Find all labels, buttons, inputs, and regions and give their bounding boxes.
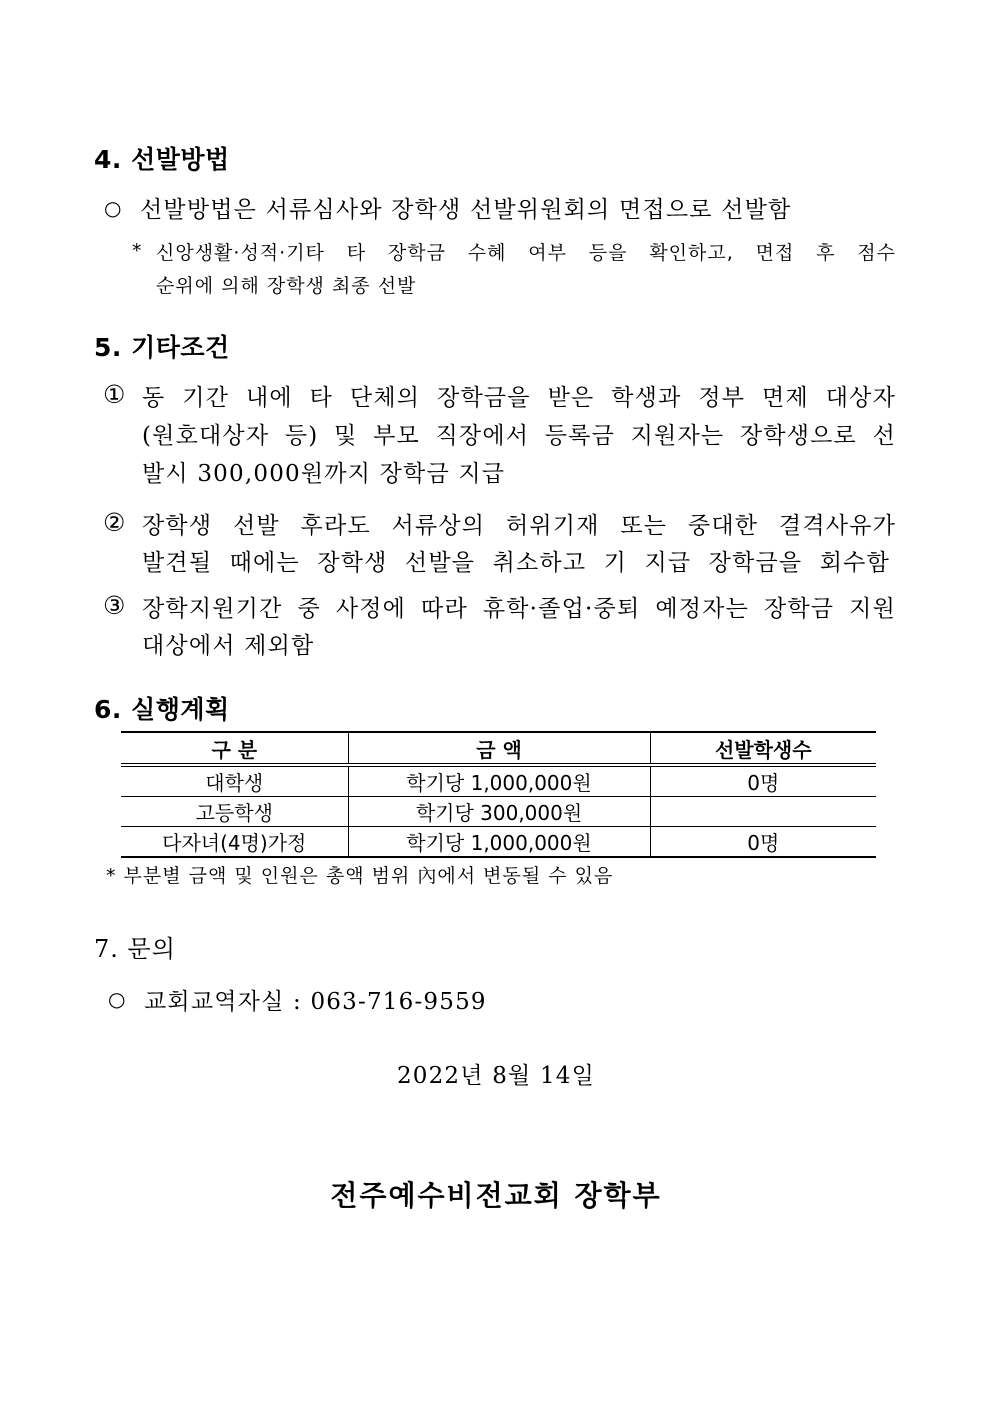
item-marker-2: ② <box>103 508 126 537</box>
section-6-heading: 6. 실행계획 <box>94 695 230 724</box>
item-2-line-1: 장학생 선발 후라도 서류상의 허위기재 또는 중대한 결격사유가 <box>142 513 896 539</box>
cell-count <box>650 797 876 827</box>
item-marker-1: ① <box>103 380 126 409</box>
section-4-note-line1: 신앙생활·성적·기타 타 장학금 수혜 여부 등을 확인하고, 면접 후 점수 <box>156 242 896 264</box>
note-asterisk: * <box>132 240 143 262</box>
table-row <box>121 827 876 858</box>
cell-category: 대학생 <box>121 765 348 797</box>
cell-category: 다자녀(4명)가정 <box>121 827 348 858</box>
bullet-circle: ○ <box>104 196 122 220</box>
item-2-line-2: 발견될 때에는 장학생 선발을 취소하고 기 지급 장학금을 회수함 <box>142 550 890 576</box>
item-marker-3: ③ <box>103 591 126 620</box>
item-3-line-1: 장학지원기간 중 사정에 따라 휴학·졸업·중퇴 예정자는 장학금 지원 <box>142 596 896 622</box>
col-header-amount: 금 액 <box>348 732 650 765</box>
cell-count: 0명 <box>650 827 876 858</box>
cell-category: 고등학생 <box>121 797 348 827</box>
cell-count: 0명 <box>650 765 876 797</box>
item-1-line-2: (원호대상자 등) 및 부모 직장에서 등록금 지원자는 장학생으로 선 <box>142 423 896 449</box>
cell-amount: 학기당 300,000원 <box>348 797 650 827</box>
table-header-row <box>121 732 876 765</box>
cell-amount: 학기당 1,000,000원 <box>348 827 650 858</box>
col-header-count: 선발학생수 <box>650 732 876 765</box>
signature: 전주예수비전교회 장학부 <box>330 1179 662 1212</box>
section-6-note: * 부분별 금액 및 인원은 총액 범위 內에서 변동될 수 있음 <box>106 865 614 887</box>
bullet-circle: ○ <box>108 987 126 1011</box>
section-5-heading: 5. 기타조건 <box>94 333 230 362</box>
section-7-heading: 7. 문의 <box>94 935 176 963</box>
plan-table <box>121 731 876 858</box>
table-row <box>121 797 876 827</box>
section-4-note-line2: 순위에 의해 장학생 최종 선발 <box>156 275 417 297</box>
contact-text: 교회교역자실 : 063-716-9559 <box>144 989 487 1015</box>
section-4-heading: 4. 선발방법 <box>94 145 230 174</box>
document-date: 2022년 8월 14일 <box>396 1063 596 1089</box>
table-row <box>121 765 876 797</box>
col-header-category: 구 분 <box>121 732 348 765</box>
item-3-line-2: 대상에서 제외함 <box>142 633 315 659</box>
cell-amount: 학기당 1,000,000원 <box>348 765 650 797</box>
item-1-line-1: 동 기간 내에 타 단체의 장학금을 받은 학생과 정부 면제 대상자 <box>142 385 896 411</box>
section-4-text: 선발방법은 서류심사와 장학생 선발위원회의 면접으로 선발함 <box>140 197 792 223</box>
item-1-line-3: 발시 300,000원까지 장학금 지급 <box>142 461 506 487</box>
